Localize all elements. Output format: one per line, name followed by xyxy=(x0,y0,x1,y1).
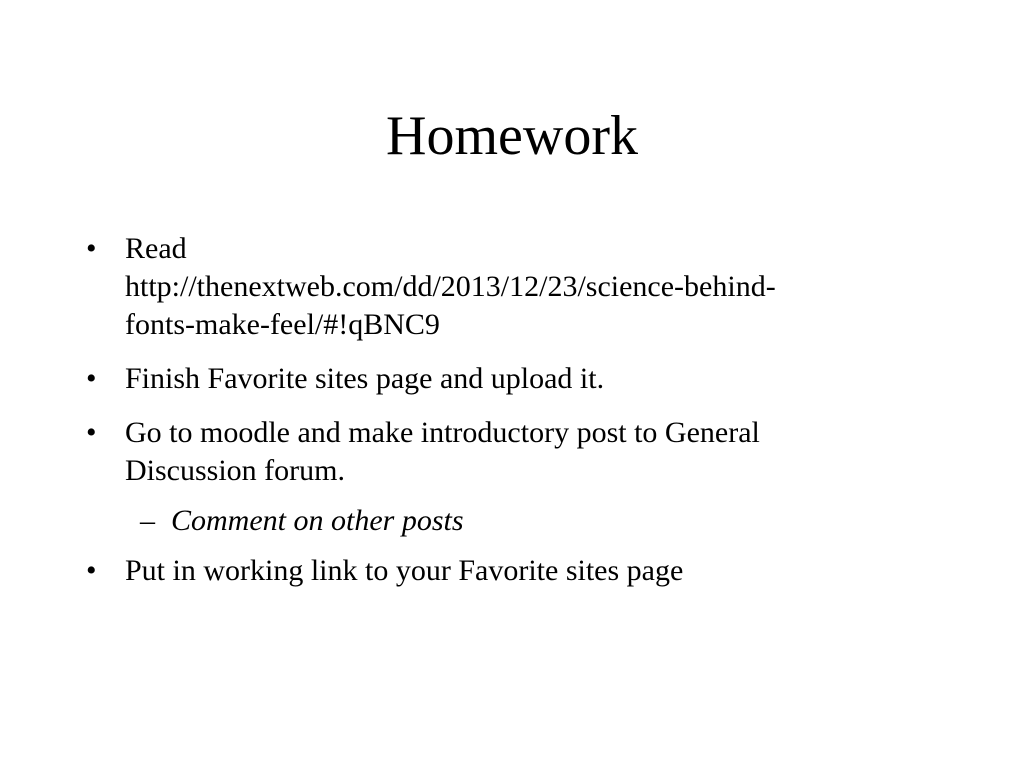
bullet-marker: • xyxy=(86,554,97,587)
sub-bullet-comment xyxy=(0,502,1024,540)
bullet-item-favorite-sites xyxy=(0,360,1024,398)
bullet-text: Finish Favorite sites page and upload it. xyxy=(125,362,605,395)
bullet-marker: • xyxy=(86,416,97,449)
bullet-link-line: http://thenextweb.com/dd/2013/12/23/science-behind- xyxy=(125,270,776,303)
bullet-text-line: Go to moodle and make introductory post to General xyxy=(125,416,760,449)
bullet-list xyxy=(0,230,1024,590)
bullet-text-line: Discussion forum. xyxy=(125,454,345,487)
bullet-link-line: fonts-make-feel/#!qBNC9 xyxy=(125,308,440,341)
bullet-marker: • xyxy=(86,362,97,395)
sub-bullet-marker: – xyxy=(140,504,155,537)
slide-title: Homework xyxy=(386,105,638,167)
sub-bullet-text: Comment on other posts xyxy=(171,504,464,537)
bullet-item-read xyxy=(0,230,1024,344)
bullet-text-line: Read xyxy=(125,232,187,265)
bullet-marker: • xyxy=(86,232,97,265)
bullet-item-working-link xyxy=(0,552,1024,590)
bullet-text: Put in working link to your Favorite sites page xyxy=(125,554,684,587)
bullet-item-moodle xyxy=(0,414,1024,490)
